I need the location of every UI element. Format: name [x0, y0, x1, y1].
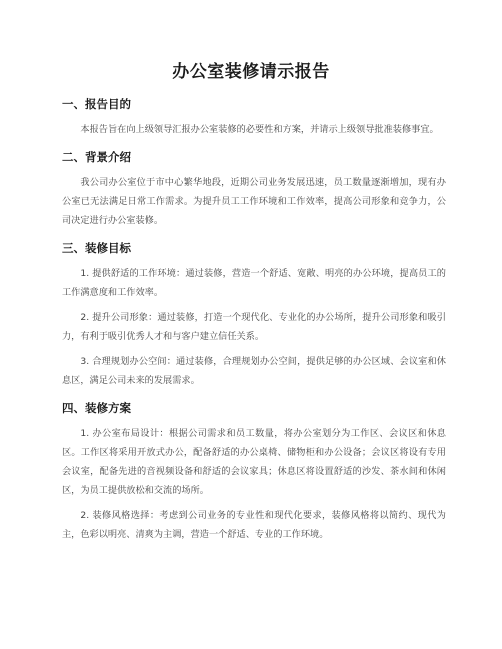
document-body — [62, 96, 446, 554]
section-heading: 四、装修方案 — [62, 401, 131, 415]
section-heading: 三、装修目标 — [62, 241, 131, 255]
paragraph: 3. 合理规划办公空间：通过装修，合理规划办公空间，提供足够的办公区域、会议室和休息区，满足公司未来的发展需求。 — [62, 356, 446, 386]
paragraph: 1. 提供舒适的工作环境：通过装修，营造一个舒适、宽敞、明亮的办公环境，提高员工的工作满意度和工作效率。 — [62, 268, 446, 298]
paragraph: 1. 办公室布局设计：根据公司需求和员工数量，将办公室划分为工作区、会议区和休息区。工作区将采用开放式办公，配备舒适的办公桌椅、储物柜和办公设备；会议区将设有专用会议室，配备先进的音视频设备和舒适的会议家具；休息区将设置舒适的沙发、茶水间和休闲区，为员工提供放松和交流的场所。 — [62, 428, 446, 496]
section-background — [62, 149, 446, 230]
section-purpose — [62, 96, 446, 139]
section-heading: 二、背景介绍 — [62, 150, 131, 164]
paragraph: 2. 提升公司形象：通过装修，打造一个现代化、专业化的办公场所，提升公司形象和吸引力，有利于吸引优秀人才和与客户建立信任关系。 — [62, 312, 446, 342]
paragraph: 2. 装修风格选择：考虑到公司业务的专业性和现代化要求，装修风格将以简约、现代为主，色彩以明亮、清爽为主调，营造一个舒适、专业的工作环境。 — [62, 510, 446, 540]
section-plan — [62, 400, 446, 544]
section-heading: 一、报告目的 — [62, 97, 131, 111]
paragraph: 我公司办公室位于市中心繁华地段，近期公司业务发展迅速，员工数量逐渐增加，现有办公室已无法满足日常工作需求。为提升员工工作环境和工作效率，提高公司形象和竞争力，公司决定进行办公室装修。 — [62, 177, 446, 226]
paragraph: 本报告旨在向上级领导汇报办公室装修的必要性和方案，并请示上级领导批准装修事宜。 — [80, 124, 439, 135]
section-goals — [62, 240, 446, 390]
document-title: 办公室装修请示报告 — [172, 62, 330, 82]
